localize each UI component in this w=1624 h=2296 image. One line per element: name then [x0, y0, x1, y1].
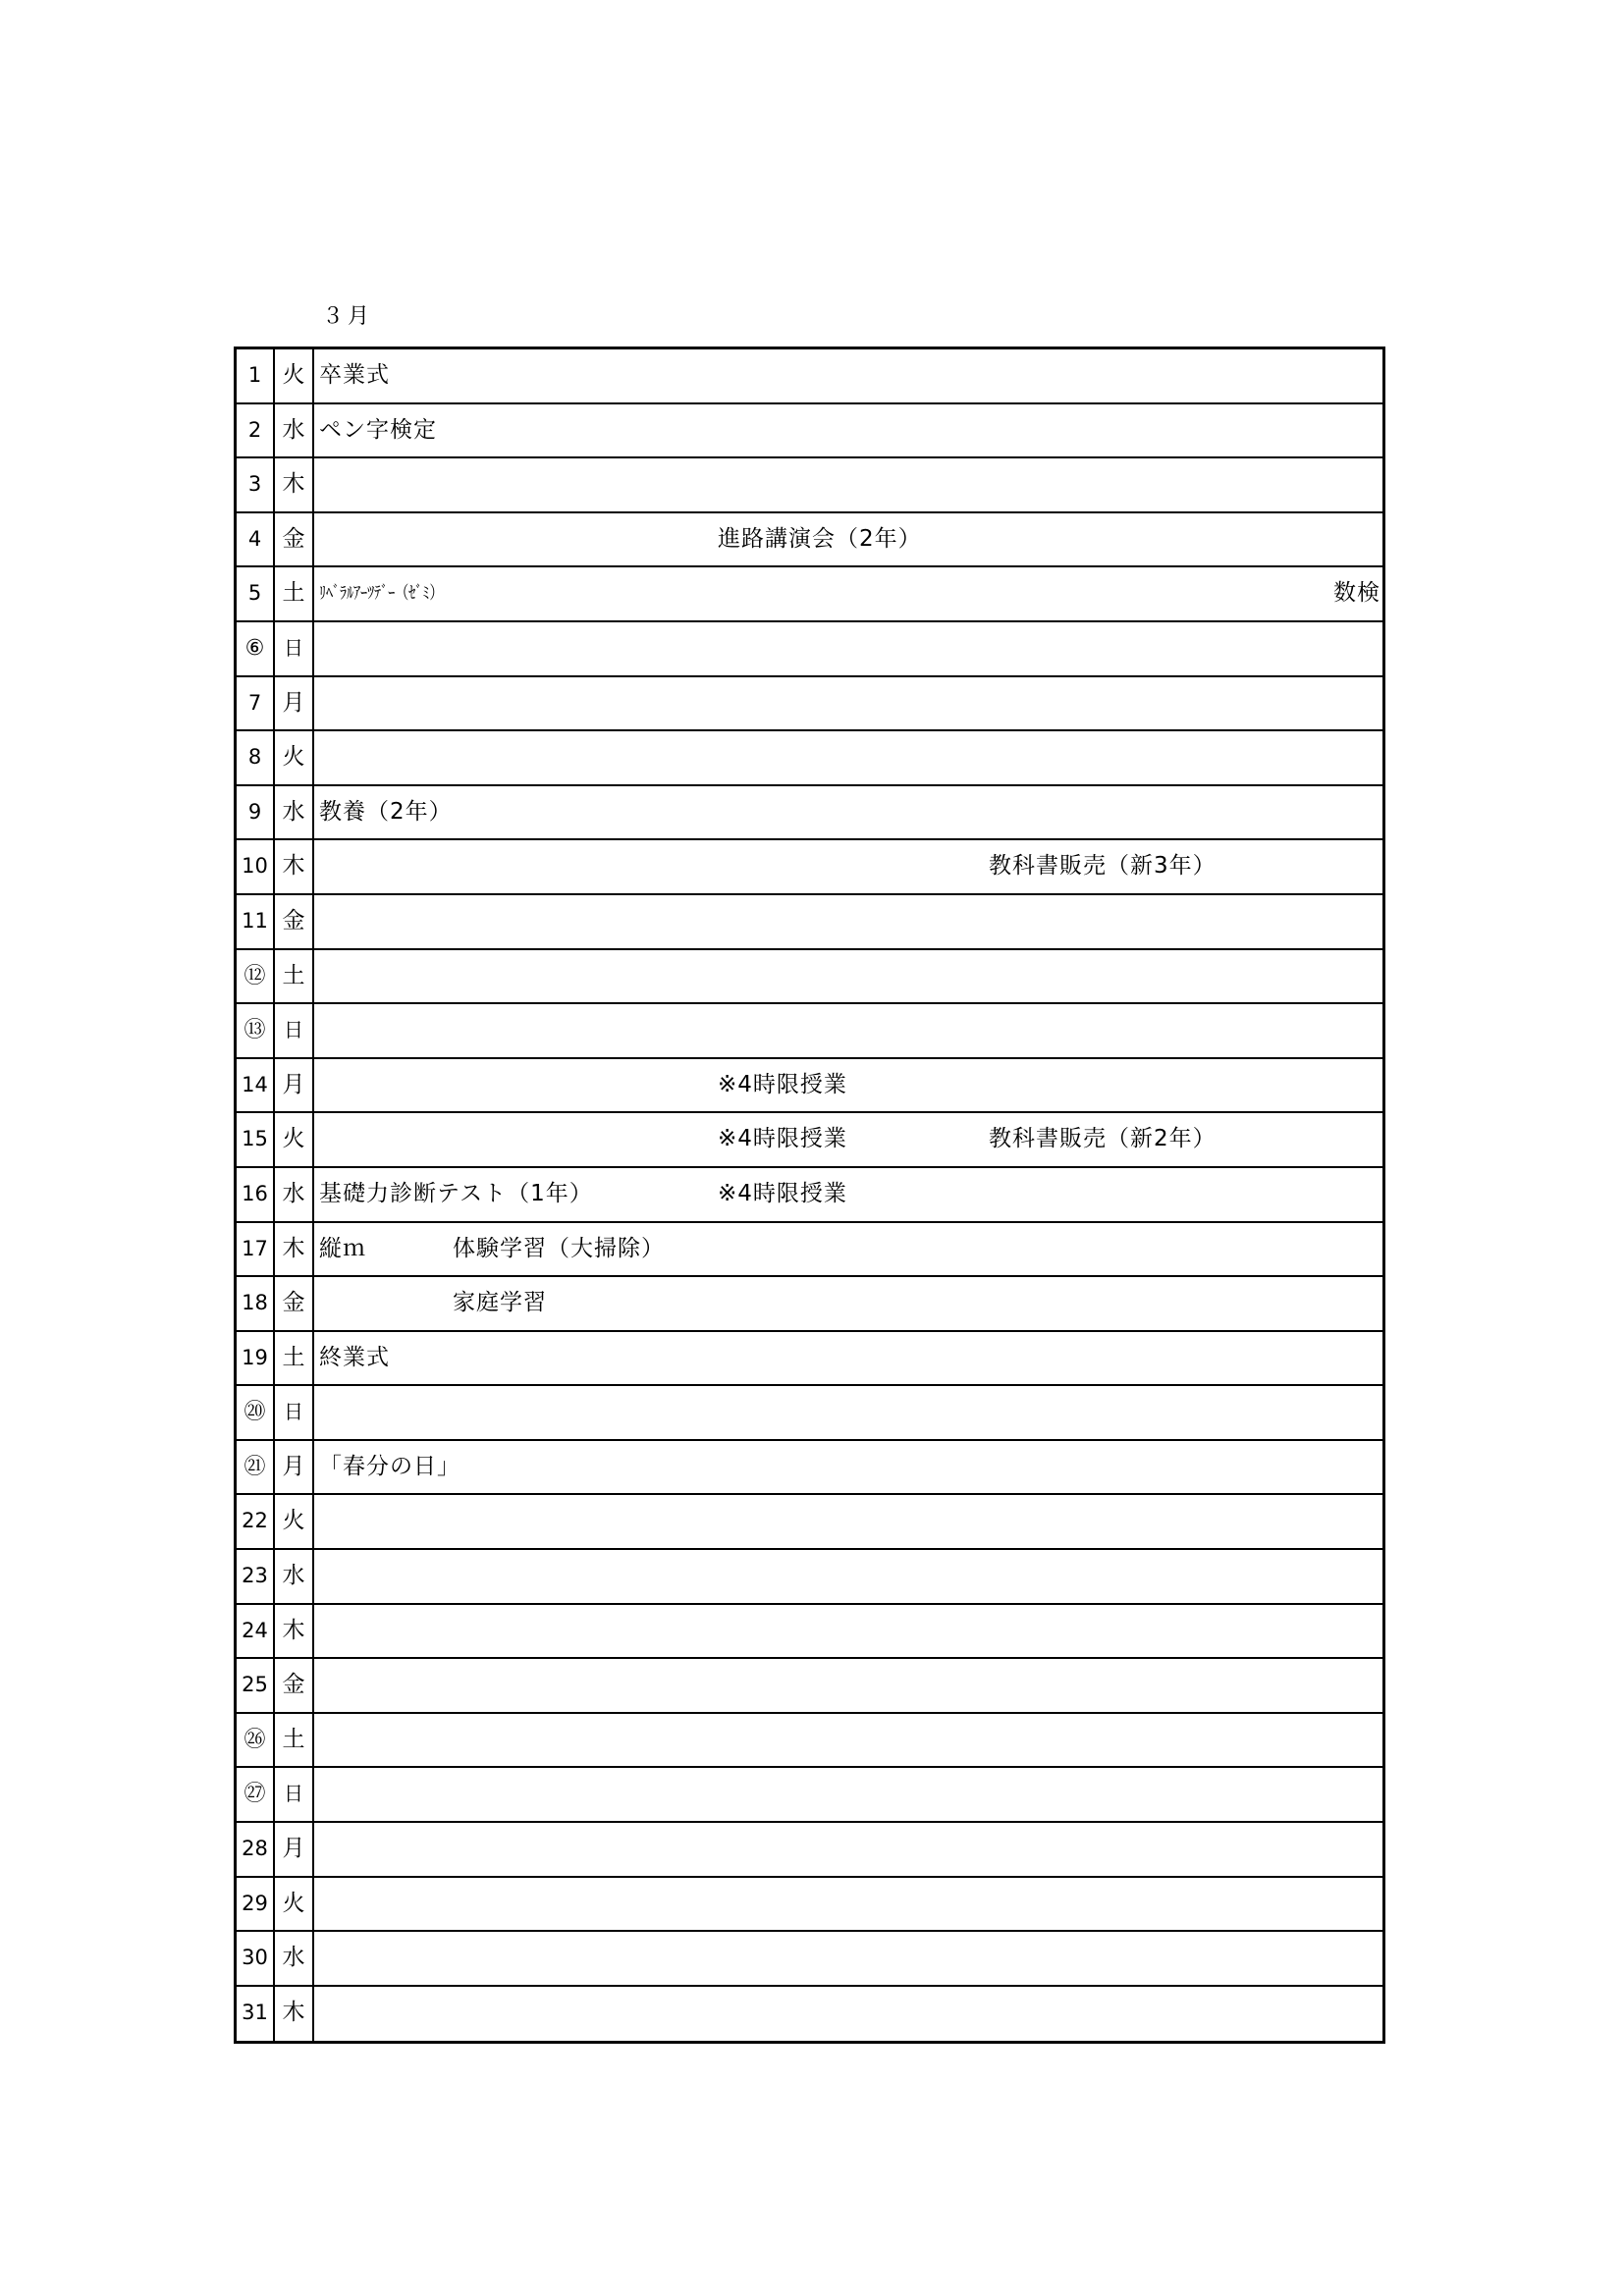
- schedule-row: [237, 786, 1382, 841]
- day-cell: 29: [237, 1878, 275, 1931]
- day-cell: ⑥: [237, 622, 275, 675]
- event-text: ※4時限授業: [718, 1126, 847, 1152]
- events-cell: [314, 1605, 1382, 1658]
- schedule-row: [237, 1223, 1382, 1278]
- event-text: 終業式: [319, 1344, 390, 1370]
- schedule-row: [237, 950, 1382, 1005]
- event-text: 「春分の日」: [319, 1453, 460, 1479]
- weekday-cell: 日: [275, 1004, 314, 1057]
- events-cell: [314, 1932, 1382, 1985]
- day-cell: 23: [237, 1550, 275, 1603]
- weekday-cell: 日: [275, 622, 314, 675]
- schedule-row: [237, 1059, 1382, 1114]
- schedule-row: [237, 1168, 1382, 1223]
- events-cell: [314, 840, 1382, 893]
- events-cell: [314, 1659, 1382, 1712]
- weekday-cell: 水: [275, 1932, 314, 1985]
- events-cell: [314, 895, 1382, 948]
- events-cell: [314, 349, 1382, 402]
- events-cell: [314, 622, 1382, 675]
- event-text: 教科書販売（新2年）: [989, 1126, 1217, 1152]
- events-cell: [314, 1113, 1382, 1166]
- schedule-row: [237, 1987, 1382, 2042]
- day-cell: 28: [237, 1823, 275, 1876]
- event-text: 基礎力診断テスト（1年）: [319, 1180, 593, 1206]
- event-text: 卒業式: [319, 362, 390, 388]
- event-text: 家庭学習: [453, 1290, 547, 1316]
- events-cell: [314, 1332, 1382, 1385]
- day-cell: 16: [237, 1168, 275, 1221]
- schedule-row: [237, 1332, 1382, 1387]
- weekday-cell: 水: [275, 786, 314, 839]
- schedule-row: [237, 1659, 1382, 1714]
- events-cell: [314, 731, 1382, 784]
- events-cell: [314, 1987, 1382, 2042]
- weekday-cell: 月: [275, 1441, 314, 1494]
- schedule-row: [237, 1277, 1382, 1332]
- day-cell: 11: [237, 895, 275, 948]
- weekday-cell: 火: [275, 1495, 314, 1548]
- month-title: ３月: [322, 304, 374, 329]
- event-text: ペン字検定: [319, 416, 437, 443]
- event-text: ﾘﾍﾞﾗﾙｱｰﾂﾃﾞｰ（ｾﾞﾐ）: [319, 583, 444, 605]
- schedule-row: [237, 349, 1382, 404]
- weekday-cell: 火: [275, 1878, 314, 1931]
- schedule-row: [237, 1768, 1382, 1823]
- weekday-cell: 月: [275, 1059, 314, 1112]
- day-cell: 30: [237, 1932, 275, 1985]
- events-cell: [314, 1441, 1382, 1494]
- schedule-row: [237, 513, 1382, 568]
- day-cell: 17: [237, 1223, 275, 1276]
- weekday-cell: 土: [275, 1714, 314, 1767]
- schedule-row: [237, 731, 1382, 786]
- weekday-cell: 金: [275, 513, 314, 566]
- schedule-row: [237, 1605, 1382, 1660]
- day-cell: 5: [237, 567, 275, 620]
- events-cell: [314, 567, 1382, 620]
- weekday-cell: 月: [275, 1823, 314, 1876]
- events-cell: [314, 1823, 1382, 1876]
- schedule-row: [237, 1004, 1382, 1059]
- day-cell: ㉖: [237, 1714, 275, 1767]
- events-cell: [314, 404, 1382, 457]
- day-cell: 22: [237, 1495, 275, 1548]
- events-cell: [314, 786, 1382, 839]
- day-cell: 1: [237, 349, 275, 402]
- schedule-row: [237, 1495, 1382, 1550]
- schedule-row: [237, 567, 1382, 622]
- weekday-cell: 土: [275, 567, 314, 620]
- schedule-row: [237, 404, 1382, 459]
- weekday-cell: 木: [275, 1987, 314, 2042]
- weekday-cell: 土: [275, 1332, 314, 1385]
- weekday-cell: 金: [275, 1277, 314, 1330]
- day-cell: ⑫: [237, 950, 275, 1003]
- event-text: 縦ｍ: [319, 1235, 366, 1261]
- weekday-cell: 日: [275, 1386, 314, 1439]
- weekday-cell: 水: [275, 404, 314, 457]
- schedule-row: [237, 1878, 1382, 1933]
- weekday-cell: 木: [275, 458, 314, 511]
- weekday-cell: 月: [275, 677, 314, 730]
- events-cell: [314, 950, 1382, 1003]
- weekday-cell: 水: [275, 1550, 314, 1603]
- events-cell: [314, 1168, 1382, 1221]
- event-text: ※4時限授業: [718, 1180, 847, 1206]
- day-cell: 7: [237, 677, 275, 730]
- schedule-row: [237, 1932, 1382, 1987]
- schedule-row: [237, 622, 1382, 677]
- day-cell: 8: [237, 731, 275, 784]
- weekday-cell: 火: [275, 1113, 314, 1166]
- day-cell: 19: [237, 1332, 275, 1385]
- event-text: 数検: [1333, 580, 1380, 607]
- day-cell: 18: [237, 1277, 275, 1330]
- day-cell: 9: [237, 786, 275, 839]
- schedule-row: [237, 1823, 1382, 1878]
- events-cell: [314, 1768, 1382, 1821]
- event-text: ※4時限授業: [718, 1071, 847, 1097]
- events-cell: [314, 677, 1382, 730]
- day-cell: ㉑: [237, 1441, 275, 1494]
- day-cell: 3: [237, 458, 275, 511]
- weekday-cell: 水: [275, 1168, 314, 1221]
- day-cell: 2: [237, 404, 275, 457]
- day-cell: 4: [237, 513, 275, 566]
- day-cell: 14: [237, 1059, 275, 1112]
- day-cell: 31: [237, 1987, 275, 2042]
- events-cell: [314, 1386, 1382, 1439]
- day-cell: ⑳: [237, 1386, 275, 1439]
- schedule-row: [237, 458, 1382, 513]
- day-cell: 25: [237, 1659, 275, 1712]
- weekday-cell: 火: [275, 349, 314, 402]
- weekday-cell: 木: [275, 840, 314, 893]
- day-cell: 10: [237, 840, 275, 893]
- event-text: 進路講演会（2年）: [718, 525, 922, 552]
- event-text: 教科書販売（新3年）: [989, 853, 1217, 880]
- schedule-row: [237, 840, 1382, 895]
- events-cell: [314, 458, 1382, 511]
- day-cell: ㉗: [237, 1768, 275, 1821]
- schedule-row: [237, 1386, 1382, 1441]
- schedule-row: [237, 677, 1382, 732]
- weekday-cell: 金: [275, 1659, 314, 1712]
- events-cell: [314, 1495, 1382, 1548]
- events-cell: [314, 1059, 1382, 1112]
- weekday-cell: 火: [275, 731, 314, 784]
- day-cell: 24: [237, 1605, 275, 1658]
- events-cell: [314, 513, 1382, 566]
- schedule-row: [237, 1113, 1382, 1168]
- events-cell: [314, 1550, 1382, 1603]
- schedule-table: [234, 347, 1385, 2044]
- events-cell: [314, 1223, 1382, 1276]
- events-cell: [314, 1878, 1382, 1931]
- schedule-row: [237, 1714, 1382, 1769]
- events-cell: [314, 1277, 1382, 1330]
- weekday-cell: 金: [275, 895, 314, 948]
- event-text: 体験学習（大掃除）: [453, 1235, 665, 1261]
- weekday-cell: 木: [275, 1223, 314, 1276]
- day-cell: ⑬: [237, 1004, 275, 1057]
- events-cell: [314, 1004, 1382, 1057]
- day-cell: 15: [237, 1113, 275, 1166]
- schedule-row: [237, 895, 1382, 950]
- weekday-cell: 土: [275, 950, 314, 1003]
- weekday-cell: 日: [275, 1768, 314, 1821]
- weekday-cell: 木: [275, 1605, 314, 1658]
- events-cell: [314, 1714, 1382, 1767]
- event-text: 教養（2年）: [319, 798, 453, 825]
- schedule-row: [237, 1550, 1382, 1605]
- schedule-row: [237, 1441, 1382, 1496]
